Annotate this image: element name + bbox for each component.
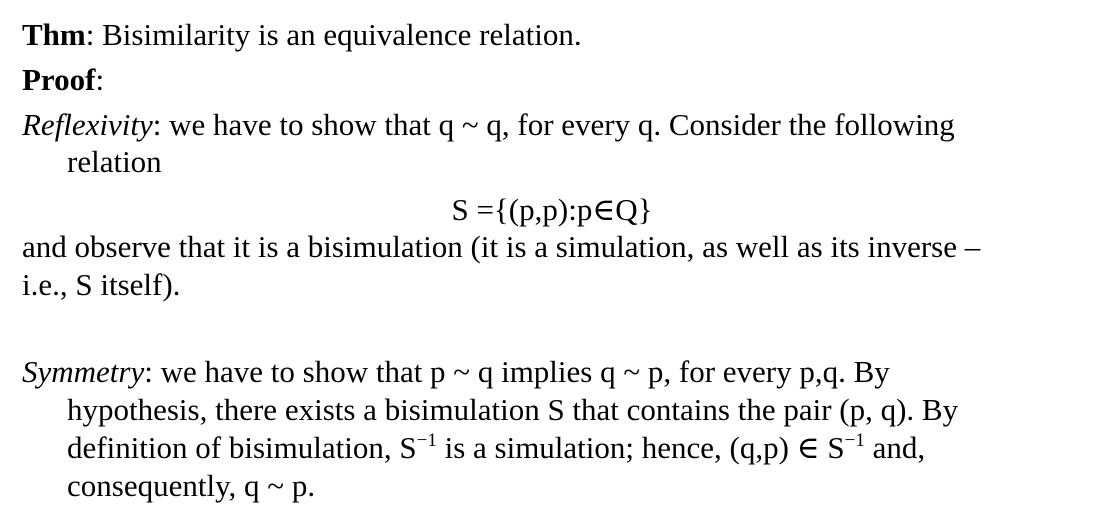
proof-label: Proof [22,62,96,97]
symmetry-text-3a: definition of bisimulation, S [67,430,417,465]
symmetry-line-1 [22,354,890,390]
reflexivity-line-4: i.e., S itself). [22,267,181,302]
proof-colon: : [95,62,105,97]
symmetry-text-3c: and, [864,430,926,465]
symmetry-line-2: hypothesis, there exists a bisimulation S that contains the pair (p, q). By [67,392,959,427]
symmetry-label: Symmetry [22,354,145,389]
symmetry-line-4: consequently, q ~ p. [67,468,316,503]
proof-heading [22,62,104,98]
theorem-text: : Bisimilarity is an equivalence relation. [85,17,582,52]
inverse-superscript-2: −1 [844,430,865,451]
reflexivity-text-1: : we have to show that q ~ q, for every q. Consider the following [152,107,955,142]
reflexivity-label: Reflexivity [22,107,153,142]
symmetry-text-1: : we have to show that p ~ q implies q ~ p, for every p,q. By [144,354,890,389]
theorem-line [22,17,582,53]
theorem-label: Thm [22,17,86,52]
symmetry-text-3b: is a simulation; hence, (q,p) ∈ S [436,430,845,465]
reflexivity-line-1 [22,107,955,143]
inverse-superscript-1: −1 [416,430,437,451]
symmetry-line-3 [67,430,925,466]
reflexivity-line-2: relation [67,144,162,179]
reflexivity-line-3: and observe that it is a bisimulation (it is a simulation, as well as its inverse – [22,229,981,264]
reflexivity-formula: S ={(p,p):p∈Q} [451,192,653,227]
